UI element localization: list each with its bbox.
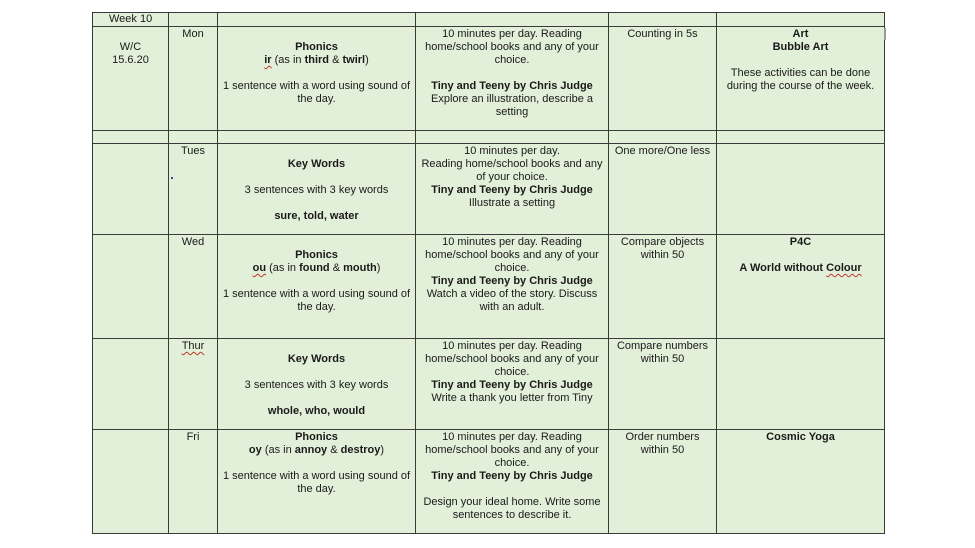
literacy-task: 1 sentence with a word using sound of the day. <box>222 80 411 105</box>
header-row <box>93 13 885 27</box>
reading-fri: 10 minutes per day. Reading home/school books and any of your choice. Tiny and Teeny by Chris Judge Design your ideal home. Write some sentences to describe it. <box>416 430 609 534</box>
wc-cell <box>93 27 169 131</box>
key-words: whole, who, would <box>267 405 366 417</box>
other-fri: Cosmic Yoga <box>717 430 885 534</box>
phonics-sound-line: ou (as in found & mouth) <box>252 262 381 274</box>
book-title: Tiny and Teeny by Chris Judge <box>431 80 593 92</box>
maths-wed: Compare objects within 50 <box>609 235 717 339</box>
literacy-wed: Phonics ou (as in found & mouth) 1 sentence with a word using sound of the day. <box>218 235 416 339</box>
day-mon: Mon <box>169 27 218 131</box>
stray-mark <box>171 177 173 179</box>
row-wed <box>93 235 885 339</box>
maths-mon: Counting in 5s <box>609 27 717 131</box>
wc-date: 15.6.20 <box>112 54 149 66</box>
phonics-sound-line: oy (as in annoy & destroy) <box>248 444 385 456</box>
maths-thur: Compare numbers within 50 <box>609 339 717 430</box>
page-edge-marker <box>884 28 886 40</box>
literacy-mon <box>218 27 416 131</box>
literacy-thur: Key Words 3 sentences with 3 key words whole, who, would <box>218 339 416 430</box>
week-label: Week 10 <box>93 13 169 27</box>
day-fri: Fri <box>169 430 218 534</box>
row-fri <box>93 430 885 534</box>
spacer-row <box>93 131 885 144</box>
day-tues: Tues <box>169 144 218 235</box>
wc-label: W/C <box>119 41 142 53</box>
row-mon <box>93 27 885 131</box>
other-mon: Art Bubble Art These activities can be done during the course of the week. <box>717 27 885 131</box>
row-thur <box>93 339 885 430</box>
day-wed: Wed <box>169 235 218 339</box>
other-wed: P4C A World without Colour <box>717 235 885 339</box>
reading-mon: 10 minutes per day. Reading home/school books and any of your choice. Tiny and Teeny by Chris Judge Explore an illustration, describe a setting <box>416 27 609 131</box>
literacy-title: Phonics <box>295 41 338 53</box>
reading-tues: 10 minutes per day. Reading home/school books and any of your choice. Tiny and Teeny by Chris Judge Illustrate a setting <box>416 144 609 235</box>
maths-fri: Order numbers within 50 <box>609 430 717 534</box>
key-words: sure, told, water <box>274 210 359 222</box>
timetable <box>92 12 885 534</box>
reading-thur: 10 minutes per day. Reading home/school books and any of your choice. Tiny and Teeny by Chris Judge Write a thank you letter from Tiny <box>416 339 609 430</box>
literacy-fri: Phonics oy (as in annoy & destroy) 1 sentence with a word using sound of the day. <box>218 430 416 534</box>
row-tues <box>93 144 885 235</box>
day-thur: Thur <box>169 339 218 430</box>
maths-tues: One more/One less <box>609 144 717 235</box>
literacy-tues: Key Words 3 sentences with 3 key words sure, told, water <box>218 144 416 235</box>
reading-wed: 10 minutes per day. Reading home/school books and any of your choice. Tiny and Teeny by Chris Judge Watch a video of the story. Discuss with an adult. <box>416 235 609 339</box>
phonics-sound-line: ir (as in third & twirl) <box>264 54 369 66</box>
